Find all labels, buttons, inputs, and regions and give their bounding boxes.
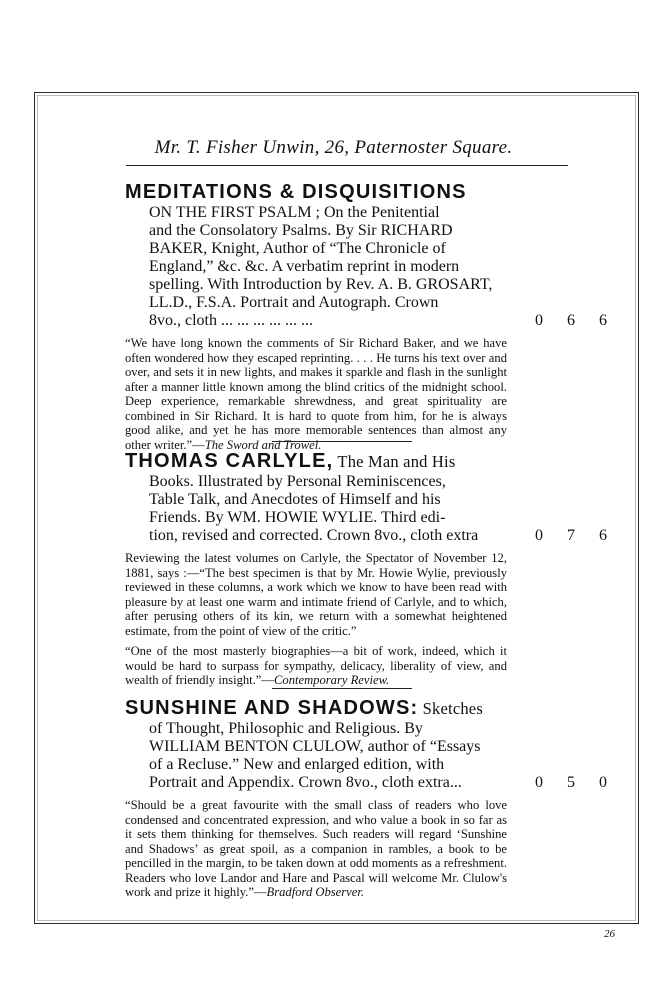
quote-source: Contemporary Review.	[274, 673, 390, 687]
description-line: Books. Illustrated by Personal Reminiscences,	[149, 473, 446, 490]
book-title-rest: Sketches	[418, 699, 483, 718]
description-line: of Thought, Philosophic and Religious. By	[149, 720, 423, 737]
review-quote	[125, 336, 507, 452]
review-quote	[125, 798, 507, 900]
price-line-text: tion, revised and corrected. Crown 8vo., cloth extra	[149, 527, 479, 544]
book-entry-meditations	[125, 181, 617, 452]
book-title	[125, 450, 575, 473]
review-quote	[125, 644, 507, 688]
quote-source: The Sword and Trowel.	[204, 437, 322, 452]
quote-text: “One of the most masterly biographies—a bit of work, indeed, which it would be hard to surpass for sympathy, delicacy, liberality of view, and wealth of friendly insight.”—	[125, 644, 507, 687]
book-title-rest: The Man and His	[333, 452, 456, 471]
price-line	[149, 312, 617, 330]
description-line: spelling. With Introduction by Rev. A. B. GROSART,	[149, 276, 493, 293]
price-line	[149, 774, 617, 792]
book-title-main: SUNSHINE AND SHADOWS:	[125, 697, 419, 719]
quote-text: “We have long known the comments of Sir Richard Baker, and we have often wondered how they escaped reprinting. . . . He turns his text over and over, and sets it in new lights, and makes it sparkle and flash in the sunlight after a manner little known among the blind critics of the midnight school. Deep experience, remarkable shrewdness, and great spirituality are combined in Sir Richard. It is hard to quote from him, for he is always good alike, and yet he has more memorable sentences than almost any other writer.”—	[125, 336, 507, 452]
section-divider	[272, 688, 412, 689]
description-line: Friends. By WM. HOWIE WYLIE. Third edi-	[149, 509, 446, 526]
book-price: 0 5 0	[535, 774, 617, 791]
book-title	[125, 697, 575, 720]
book-price: 0 6 6	[535, 312, 617, 329]
description-line: ON THE FIRST PSALM ; On the Penitential	[149, 204, 440, 221]
book-description	[125, 473, 617, 545]
section-divider	[272, 441, 412, 442]
publisher-header: Mr. T. Fisher Unwin, 26, Paternoster Square.	[154, 137, 513, 158]
book-description	[125, 204, 617, 330]
price-line-text: Portrait and Appendix. Crown 8vo., cloth extra...	[149, 774, 462, 791]
book-entry-carlyle	[125, 450, 617, 688]
price-line-text: 8vo., cloth ... ... ... ... ... ...	[149, 312, 313, 329]
description-line: WILLIAM BENTON CLULOW, author of “Essays	[149, 738, 481, 755]
description-line: and the Consolatory Psalms. By Sir RICHARD	[149, 222, 453, 239]
quote-text: “Should be a great favourite with the small class of readers who love condensed and concentrated expression, and who value a book in so far as it sets them thinking for themselves. Such readers will regard ‘Sunshine and Shadows’ as great spoil, as a companion in rambles, a book to be pencilled in the margin, to be taken down at odd moments as a refreshment. Readers who love Landor and Hare and Pascal will welcome Mr. Clulow's work and prize it highly.”—	[125, 798, 507, 899]
book-entry-sunshine	[125, 697, 617, 900]
price-line	[149, 527, 617, 545]
description-line: of a Recluse.” New and enlarged edition, with	[149, 756, 445, 773]
header-rule	[126, 165, 568, 166]
book-title	[125, 181, 575, 204]
description-line: LL.D., F.S.A. Portrait and Autograph. Crown	[149, 294, 439, 311]
book-title-main: THOMAS CARLYLE,	[125, 450, 334, 472]
description-line: England,” &c. &c. A verbatim reprint in modern	[149, 258, 460, 275]
page-number: 26	[604, 928, 615, 940]
book-title-main: MEDITATIONS & DISQUISITIONS	[125, 181, 467, 203]
quote-source: Bradford Observer.	[266, 885, 365, 899]
book-description	[125, 720, 617, 792]
description-line: BAKER, Knight, Author of “The Chronicle of	[149, 240, 446, 257]
quote-text: Reviewing the latest volumes on Carlyle, the Spectator of November 12, 1881, says :—“The best specimen is that by Mr. Howie Wylie, previously reviewed in these columns, a work which we know to have been read with pleasure by at least one warm and intimate friend of Carlyle, and to which, after perusing others of its kin, we return with a somewhat heightened estimate, from the point of view of the critic.”	[125, 551, 507, 638]
description-line: Table Talk, and Anecdotes of Himself and his	[149, 491, 441, 508]
review-quote	[125, 551, 507, 638]
book-price: 0 7 6	[535, 527, 617, 544]
